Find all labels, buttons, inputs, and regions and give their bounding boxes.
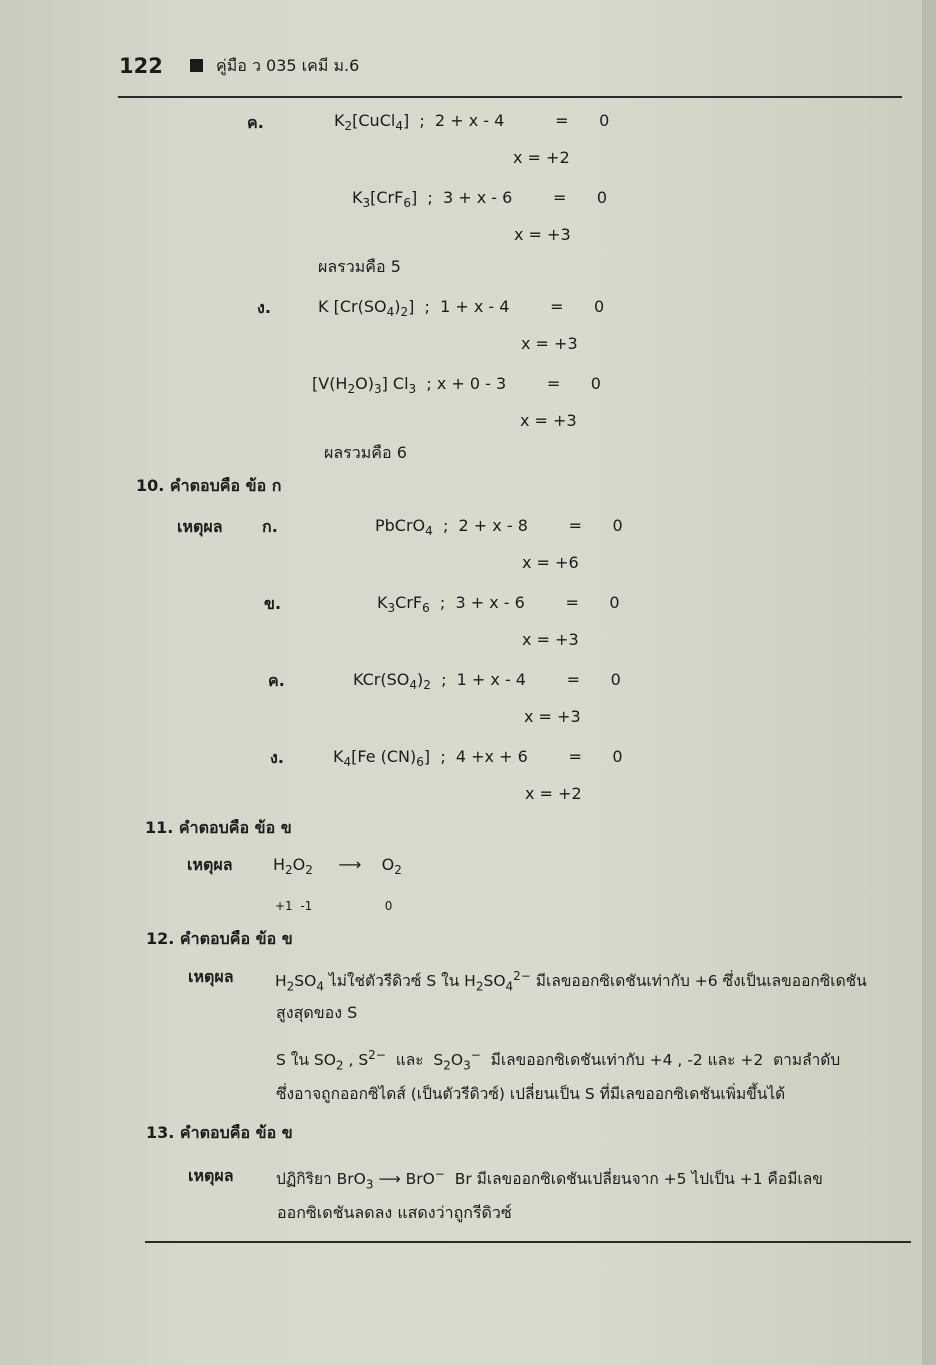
q9-n-sum: ผลรวมคือ 6 bbox=[324, 443, 407, 462]
q11-oxidation-states: +1 -1 0 bbox=[275, 899, 393, 913]
q10-item-label: ง. bbox=[270, 748, 284, 767]
q10-item-equation: $K_4[Fe$ $(CN)_6$] ; 4 +x + 6 = 0 bbox=[333, 747, 623, 770]
q10-item-result: x = +6 bbox=[522, 553, 579, 572]
q10-item-equation: $K_3CrF_6$ ; 3 + x - 6 = 0 bbox=[377, 593, 620, 616]
q10-item-result: x = +3 bbox=[522, 630, 579, 649]
q9-n2-result: x = +3 bbox=[520, 411, 577, 430]
q12-line3: S ใน $SO_2$ , $S^{2-}$ และ $S_2O_3^-$ มีเลขออกซิเดชันเท่ากับ +4 , -2 และ +2 ตามลำดับ bbox=[276, 1048, 841, 1073]
q13-answer-title: 13. คำตอบคือ ข้อ ข bbox=[146, 1123, 293, 1142]
q9-k2-result: x = +3 bbox=[514, 225, 571, 244]
q9-k2-equation: $K_3[CrF_6]$ ; 3 + x - 6 = 0 bbox=[352, 188, 608, 211]
q10-item-result: x = +2 bbox=[525, 784, 582, 803]
q10-answer-title: 10. คำตอบคือ ข้อ ก bbox=[136, 476, 282, 495]
q11-reason-label: เหตุผล bbox=[187, 855, 233, 874]
q12-line1: $H_2SO_4$ ไม่ใช่ตัวรีดิวซ์ S ใน $H_2SO_4^{2-}$ มีเลขออกซิเดชันเท่ากับ +6 ซึ่งเป็นเลขออกซิเดชัน bbox=[275, 969, 867, 994]
q9-n2-equation: $[V(H_2O)_3]$ $Cl_3$ ; x + 0 - 3 = 0 bbox=[312, 374, 601, 397]
page-header-title: คู่มือ ว 035 เคมี ม.6 bbox=[216, 56, 360, 75]
q10-item-result: x = +3 bbox=[524, 707, 581, 726]
q9-k-sum: ผลรวมคือ 5 bbox=[318, 257, 401, 276]
q9-n1-equation: K $[Cr(SO_4)_2]$ ; 1 + x - 4 = 0 bbox=[318, 297, 605, 320]
q9-label-k: ค. bbox=[247, 113, 264, 132]
q9-label-ng: ง. bbox=[257, 298, 271, 317]
q10-item-equation: $KCr(SO_4)_2$ ; 1 + x - 4 = 0 bbox=[353, 670, 621, 693]
q10-reason-label: เหตุผล bbox=[177, 517, 223, 536]
footer-rule bbox=[145, 1241, 911, 1243]
black-square-icon bbox=[190, 59, 203, 72]
page-edge-shadow bbox=[922, 0, 936, 1365]
q13-line2: ออกซิเดชันลดลง แสดงว่าถูกรีดิวซ์ bbox=[277, 1203, 512, 1222]
q10-item-label: ก. bbox=[262, 517, 278, 536]
q9-k1-result: x = +2 bbox=[513, 148, 570, 167]
q13-line1: ปฏิกิริยา BrO$_3$ ⟶ BrO− Br มีเลขออกซิเดชันเปลี่ยนจาก +5 ไปเป็น +1 คือมีเลข bbox=[276, 1167, 823, 1192]
q12-line4: ซึ่งอาจถูกออกซิไดส์ (เป็นตัวรีดิวซ์) เปลี่ยนเป็น S ที่มีเลขออกซิเดชันเพิ่มขึ้นได้ bbox=[276, 1085, 786, 1103]
q13-reason-label: เหตุผล bbox=[188, 1166, 234, 1185]
q10-item-equation: PbCrO$_4$ ; 2 + x - 8 = 0 bbox=[375, 516, 623, 539]
q10-item-label: ค. bbox=[268, 671, 285, 690]
q12-reason-label: เหตุผล bbox=[188, 967, 234, 986]
page-number: 122 bbox=[119, 54, 163, 78]
q12-answer-title: 12. คำตอบคือ ข้อ ข bbox=[146, 929, 293, 948]
q9-k1-equation: $K_2[CuCl_4]$ ; 2 + x - 4 = 0 bbox=[334, 111, 610, 134]
q9-n1-result: x = +3 bbox=[521, 334, 578, 353]
header-rule bbox=[118, 96, 902, 98]
q10-item-label: ข. bbox=[264, 594, 282, 613]
q11-answer-title: 11. คำตอบคือ ข้อ ข bbox=[145, 818, 292, 837]
q11-equation: $H_2O_2$ ⟶ $O_2$ bbox=[273, 855, 402, 878]
q12-line2: สูงสุดของ S bbox=[276, 1003, 358, 1022]
